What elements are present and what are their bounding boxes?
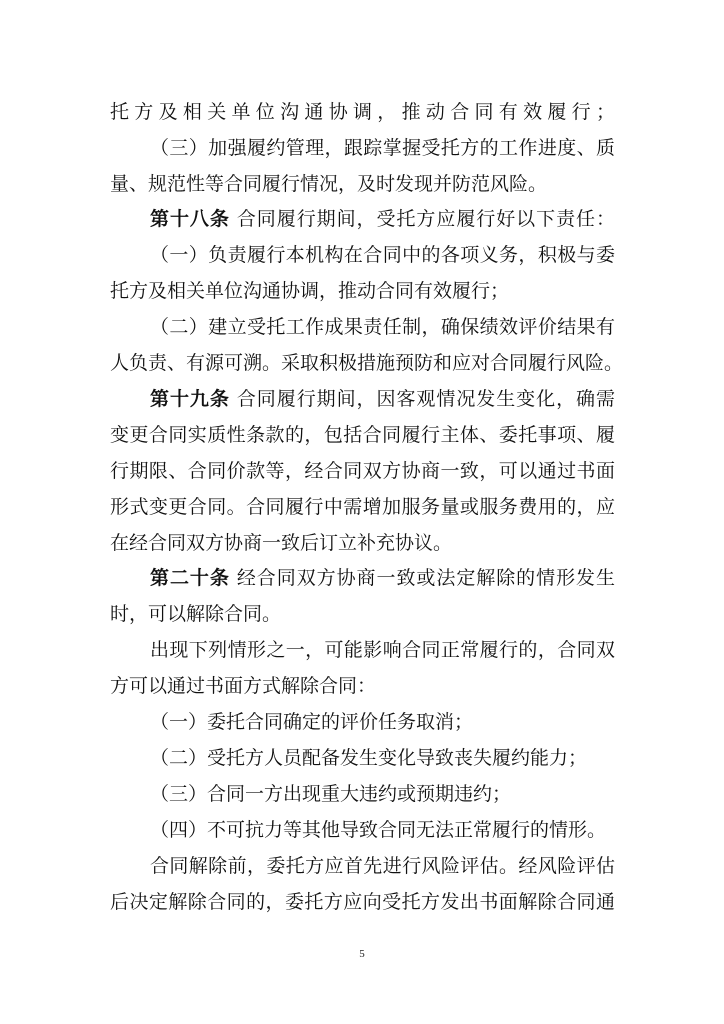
- text-line: 合同解除前，委托方应首先进行风险评估。经风险评估: [150, 855, 615, 877]
- list-item: （二）受托方人员配备发生变化导致丧失履约能力；: [150, 747, 588, 769]
- list-item: （一）委托合同确定的评价任务取消；: [150, 711, 474, 733]
- text-line: 托方及相关单位沟通协调，推动合同有效履行；: [110, 280, 510, 302]
- text-line: 时，可以解除合同。: [110, 603, 282, 625]
- text-line: 托方及相关单位沟通协调，推动合同有效履行；: [110, 101, 615, 123]
- text-line: （一）负责履行本机构在合同中的各项义务，积极与委: [150, 244, 615, 266]
- article-20-heading-line: 第二十条 经合同双方协商一致或法定解除的情形发生: [150, 567, 615, 589]
- text-line: 后决定解除合同的，委托方应向受托方发出书面解除合同通: [110, 891, 615, 913]
- text-line: 量、规范性等合同履行情况，及时发现并防范风险。: [110, 173, 548, 195]
- article-label: 第十八条: [150, 208, 230, 230]
- article-19-heading-line: 第十九条 合同履行期间，因客观情况发生变化，确需: [150, 388, 615, 410]
- text-line: 方可以通过书面方式解除合同：: [110, 675, 377, 697]
- page-number: 5: [359, 948, 365, 960]
- text-line: 行期限、合同价款等，经合同双方协商一致，可以通过书面: [110, 460, 615, 482]
- text-line: 形式变更合同。合同履行中需增加服务量或服务费用的，应: [110, 496, 615, 518]
- article-label: 第二十条: [150, 567, 230, 589]
- text-line: （三）加强履约管理，跟踪掌握受托方的工作进度、质: [150, 137, 615, 159]
- text-line: 在经合同双方协商一致后订立补充协议。: [110, 532, 453, 554]
- text-line: 出现下列情形之一，可能影响合同正常履行的，合同双: [150, 639, 615, 661]
- list-item: （四）不可抗力等其他导致合同无法正常履行的情形。: [150, 819, 607, 841]
- article-label: 第十九条: [150, 388, 230, 410]
- text-line: 变更合同实质性条款的，包括合同履行主体、委托事项、履: [110, 424, 615, 446]
- text-line: 人负责、有源可溯。采取积极措施预防和应对合同履行风险。: [110, 352, 624, 374]
- article-18-heading-line: 第十八条 合同履行期间，受托方应履行好以下责任：: [150, 208, 615, 230]
- list-item: （三）合同一方出现重大违约或预期违约；: [150, 783, 512, 805]
- text-line: （二）建立受托工作成果责任制，确保绩效评价结果有: [150, 316, 615, 338]
